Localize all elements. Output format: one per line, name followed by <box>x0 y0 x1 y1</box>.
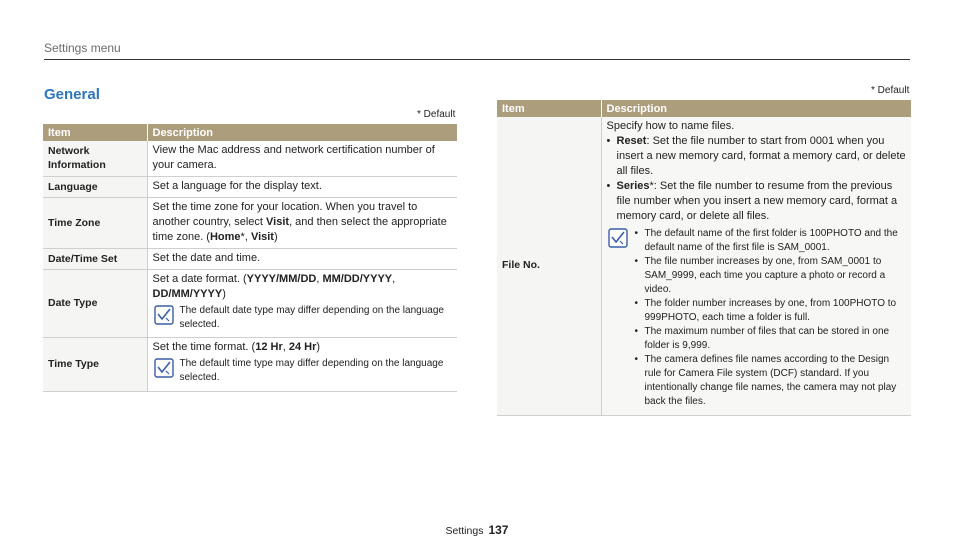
item-file-no: File No. <box>497 117 601 415</box>
table-row <box>43 338 457 391</box>
page-number: 137 <box>488 523 509 537</box>
desc-file-no <box>601 117 911 415</box>
table-row <box>43 141 457 177</box>
list-item <box>607 179 907 224</box>
note-list <box>634 227 907 409</box>
desc-network-information: View the Mac address and network certification number of your camera. <box>147 141 457 177</box>
table-header-row <box>497 100 911 117</box>
table-row <box>43 198 457 249</box>
option-time-format: 12 Hr <box>255 341 283 354</box>
note-pencil-icon <box>154 305 174 325</box>
option-visit: Visit <box>266 216 290 228</box>
note-item: • The file number increases by one, from SAM_0001 to SAM_9999, each time you capture a photo or record a video. <box>634 255 907 296</box>
desc-text: Set the time format. ( <box>152 341 256 354</box>
desc-text: Set the time zone for your location. When you travel to another country, select <box>152 201 418 228</box>
note-box <box>153 304 453 331</box>
table-row <box>43 177 457 198</box>
note-pencil-icon <box>154 358 174 378</box>
desc-text: , and then select the appropriate time zone. ( <box>152 216 447 243</box>
section-title: General <box>44 86 100 103</box>
table-row <box>497 117 911 415</box>
note-item: • The maximum number of files that can be stored in one folder is 9,999. <box>634 325 907 353</box>
option-date-format: MM/DD/YYYY <box>322 273 393 285</box>
desc-date-type <box>147 270 457 338</box>
left-default-note: * Default <box>417 109 456 120</box>
option-home: Home <box>209 231 241 243</box>
right-default-note: * Default <box>871 85 910 96</box>
option-time-format: 24 Hr <box>288 341 317 354</box>
note-text: The default time type may differ depending on the language selected. <box>179 358 444 384</box>
item-time-zone: Time Zone <box>43 198 147 249</box>
table-header-row <box>43 124 457 141</box>
desc-text: ) <box>316 341 321 354</box>
desc-text: Set a date format. ( <box>152 273 247 285</box>
desc-intro: Specify how to name files. <box>606 120 735 132</box>
note-box <box>153 357 453 384</box>
column-header-description: Description <box>601 100 911 117</box>
option-date-format: DD/MM/YYYY <box>152 288 223 300</box>
desc-time-zone <box>147 198 457 249</box>
desc-date-time-set: Set the date and time. <box>147 249 457 270</box>
option-reset-text: : Set the file number to start from 0001 when you insert a new memory card, format a memory card, or delete all files. <box>616 135 906 177</box>
column-header-item: Item <box>43 124 147 141</box>
file-no-options <box>607 134 907 224</box>
desc-text: ) <box>222 288 226 300</box>
page-header: Settings menu <box>44 41 121 55</box>
table-row <box>43 270 457 338</box>
item-time-type: Time Type <box>43 338 147 391</box>
item-date-type: Date Type <box>43 270 147 338</box>
desc-text: ) <box>273 231 278 243</box>
item-date-time-set: Date/Time Set <box>43 249 147 270</box>
item-network-information: Network Information <box>43 141 147 177</box>
note-item: • The default name of the first folder is 100PHOTO and the default name of the first file is SAM_0001. <box>634 227 907 255</box>
option-visit: Visit <box>250 231 274 243</box>
note-pencil-icon <box>608 228 628 248</box>
option-date-format: YYYY/MM/DD <box>246 273 317 285</box>
column-header-description: Description <box>147 124 457 141</box>
separator: , <box>316 273 323 285</box>
column-header-item: Item <box>497 100 601 117</box>
desc-time-type <box>147 338 457 391</box>
desc-language: Set a language for the display text. <box>147 177 457 198</box>
option-series-text: *: Set the file number to resume from the previous file number when you insert a new memory card, format a memory card, or delete all files. <box>616 180 898 222</box>
file-number-table <box>497 100 911 416</box>
separator: , <box>392 273 396 285</box>
desc-text: *, <box>240 231 251 243</box>
note-item: • The folder number increases by one, from 100PHOTO to 999PHOTO, each time a folder is full. <box>634 297 907 325</box>
header-divider <box>44 59 910 60</box>
page-footer <box>0 523 954 537</box>
separator: , <box>282 341 289 354</box>
list-item <box>607 134 907 179</box>
note-item: • The camera defines file names according to the Design rule for Camera File system (DCF) standard. If you intentionally change file names, the camera may not play back the files. <box>634 353 907 408</box>
note-box <box>607 227 907 409</box>
table-row <box>43 249 457 270</box>
note-text: The default date type may differ depending on the language selected. <box>179 305 444 330</box>
option-series: Series <box>616 180 650 192</box>
option-reset: Reset <box>616 135 647 147</box>
footer-label: Settings <box>445 525 484 537</box>
general-settings-table <box>43 124 457 392</box>
item-language: Language <box>43 177 147 198</box>
